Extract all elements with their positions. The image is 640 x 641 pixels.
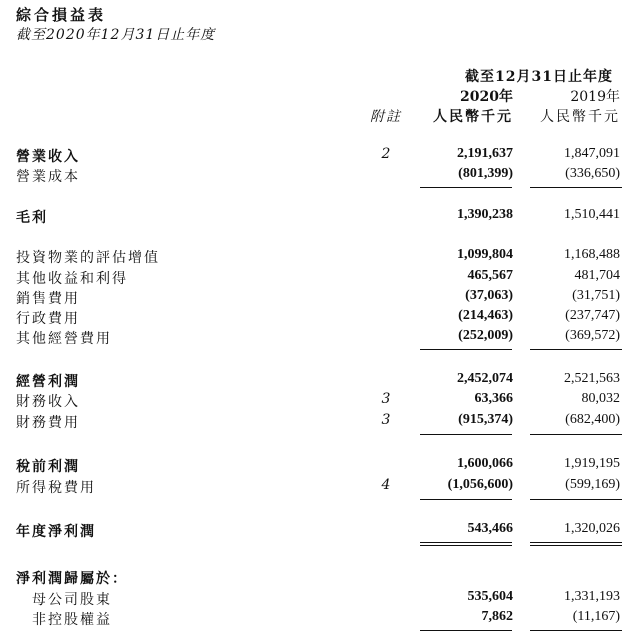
row-note-finance-income: 3	[381, 391, 391, 407]
row-current-finance-costs: (915,374)	[458, 412, 513, 427]
row-current-finance-income: 63,366	[474, 391, 513, 406]
row-prior-other-operating-expenses: (369,572)	[565, 328, 620, 343]
subtotal-rule-prior	[530, 434, 622, 435]
subtotal-rule-current	[420, 630, 512, 631]
subtotal-rule-prior	[530, 630, 622, 631]
row-prior-fair-value-gain: 1,168,488	[564, 247, 620, 262]
row-current-fair-value-gain: 1,099,804	[457, 247, 513, 262]
row-label-non-controlling-interests: 非控股權益	[32, 612, 112, 628]
statement-subtitle: 截至2020年12月31日止年度	[16, 27, 216, 43]
subtotal-rule-prior	[530, 187, 622, 188]
row-current-other-income: 465,567	[467, 268, 513, 283]
row-prior-finance-income: 80,032	[581, 391, 620, 406]
row-prior-non-controlling-interests: (11,167)	[572, 609, 620, 624]
row-prior-gross-profit: 1,510,441	[564, 207, 620, 222]
row-current-selling-expenses: (37,063)	[465, 288, 513, 303]
row-prior-admin-expenses: (237,747)	[565, 308, 620, 323]
total-double-rule-prior	[530, 542, 622, 543]
year-current-header: 2020年	[460, 89, 513, 105]
period-header: 截至12月31日止年度	[465, 69, 613, 85]
row-current-owners-of-parent: 535,604	[467, 589, 513, 604]
row-note-income-tax: 4	[381, 477, 391, 493]
subtotal-rule-prior	[530, 349, 622, 350]
row-label-finance-costs: 財務費用	[16, 415, 80, 431]
row-prior-finance-costs: (682,400)	[565, 412, 620, 427]
row-current-revenue: 2,191,637	[457, 146, 513, 161]
row-current-cost-of-sales: (801,399)	[458, 166, 513, 181]
row-label-income-tax: 所得稅費用	[16, 480, 96, 496]
row-current-admin-expenses: (214,463)	[458, 308, 513, 323]
row-prior-other-income: 481,704	[574, 268, 620, 283]
row-current-profit-before-tax: 1,600,066	[457, 456, 513, 471]
row-label-gross-profit: 毛利	[16, 210, 48, 226]
row-label-attributable-to: 淨利潤歸屬於：	[16, 571, 128, 587]
row-note-finance-costs: 3	[381, 412, 391, 428]
total-double-rule-prior	[530, 545, 622, 546]
subtotal-rule-current	[420, 349, 512, 350]
statement-title: 綜合損益表	[16, 6, 107, 24]
row-label-owners-of-parent: 母公司股東	[32, 592, 112, 608]
year-prior-header: 2019年	[570, 89, 620, 105]
row-label-cost-of-sales: 營業成本	[16, 169, 80, 185]
row-prior-profit-before-tax: 1,919,195	[564, 456, 620, 471]
row-label-operating-profit: 經營利潤	[16, 374, 80, 390]
row-prior-income-tax: (599,169)	[565, 477, 620, 492]
row-label-finance-income: 財務收入	[16, 394, 80, 410]
note-header: 附註	[370, 109, 402, 125]
subtotal-rule-prior	[530, 499, 622, 500]
row-prior-selling-expenses: (31,751)	[572, 288, 620, 303]
row-note-revenue: 2	[381, 146, 391, 162]
row-label-selling-expenses: 銷售費用	[16, 291, 80, 307]
row-current-income-tax: (1,056,600)	[447, 477, 513, 492]
row-label-revenue: 營業收入	[16, 149, 80, 165]
unit-prior-header: 人民幣千元	[540, 109, 620, 125]
unit-current-header: 人民幣千元	[433, 109, 513, 125]
row-label-net-profit: 年度淨利潤	[16, 524, 96, 540]
row-label-admin-expenses: 行政費用	[16, 311, 80, 327]
subtotal-rule-current	[420, 187, 512, 188]
row-prior-revenue: 1,847,091	[564, 146, 620, 161]
row-prior-cost-of-sales: (336,650)	[565, 166, 620, 181]
row-label-profit-before-tax: 稅前利潤	[16, 459, 80, 475]
row-prior-operating-profit: 2,521,563	[564, 371, 620, 386]
row-current-gross-profit: 1,390,238	[457, 207, 513, 222]
row-current-operating-profit: 2,452,074	[457, 371, 513, 386]
total-double-rule-current	[420, 542, 512, 543]
row-label-other-operating-expenses: 其他經營費用	[16, 331, 112, 347]
subtotal-rule-current	[420, 434, 512, 435]
row-current-non-controlling-interests: 7,862	[481, 609, 513, 624]
row-label-fair-value-gain: 投資物業的評估增值	[16, 250, 160, 266]
row-label-other-income: 其他收益和利得	[16, 271, 128, 287]
total-double-rule-current	[420, 545, 512, 546]
row-prior-owners-of-parent: 1,331,193	[564, 589, 620, 604]
row-prior-net-profit: 1,320,026	[564, 521, 620, 536]
row-current-net-profit: 543,466	[467, 521, 513, 536]
row-current-other-operating-expenses: (252,009)	[458, 328, 513, 343]
subtotal-rule-current	[420, 499, 512, 500]
